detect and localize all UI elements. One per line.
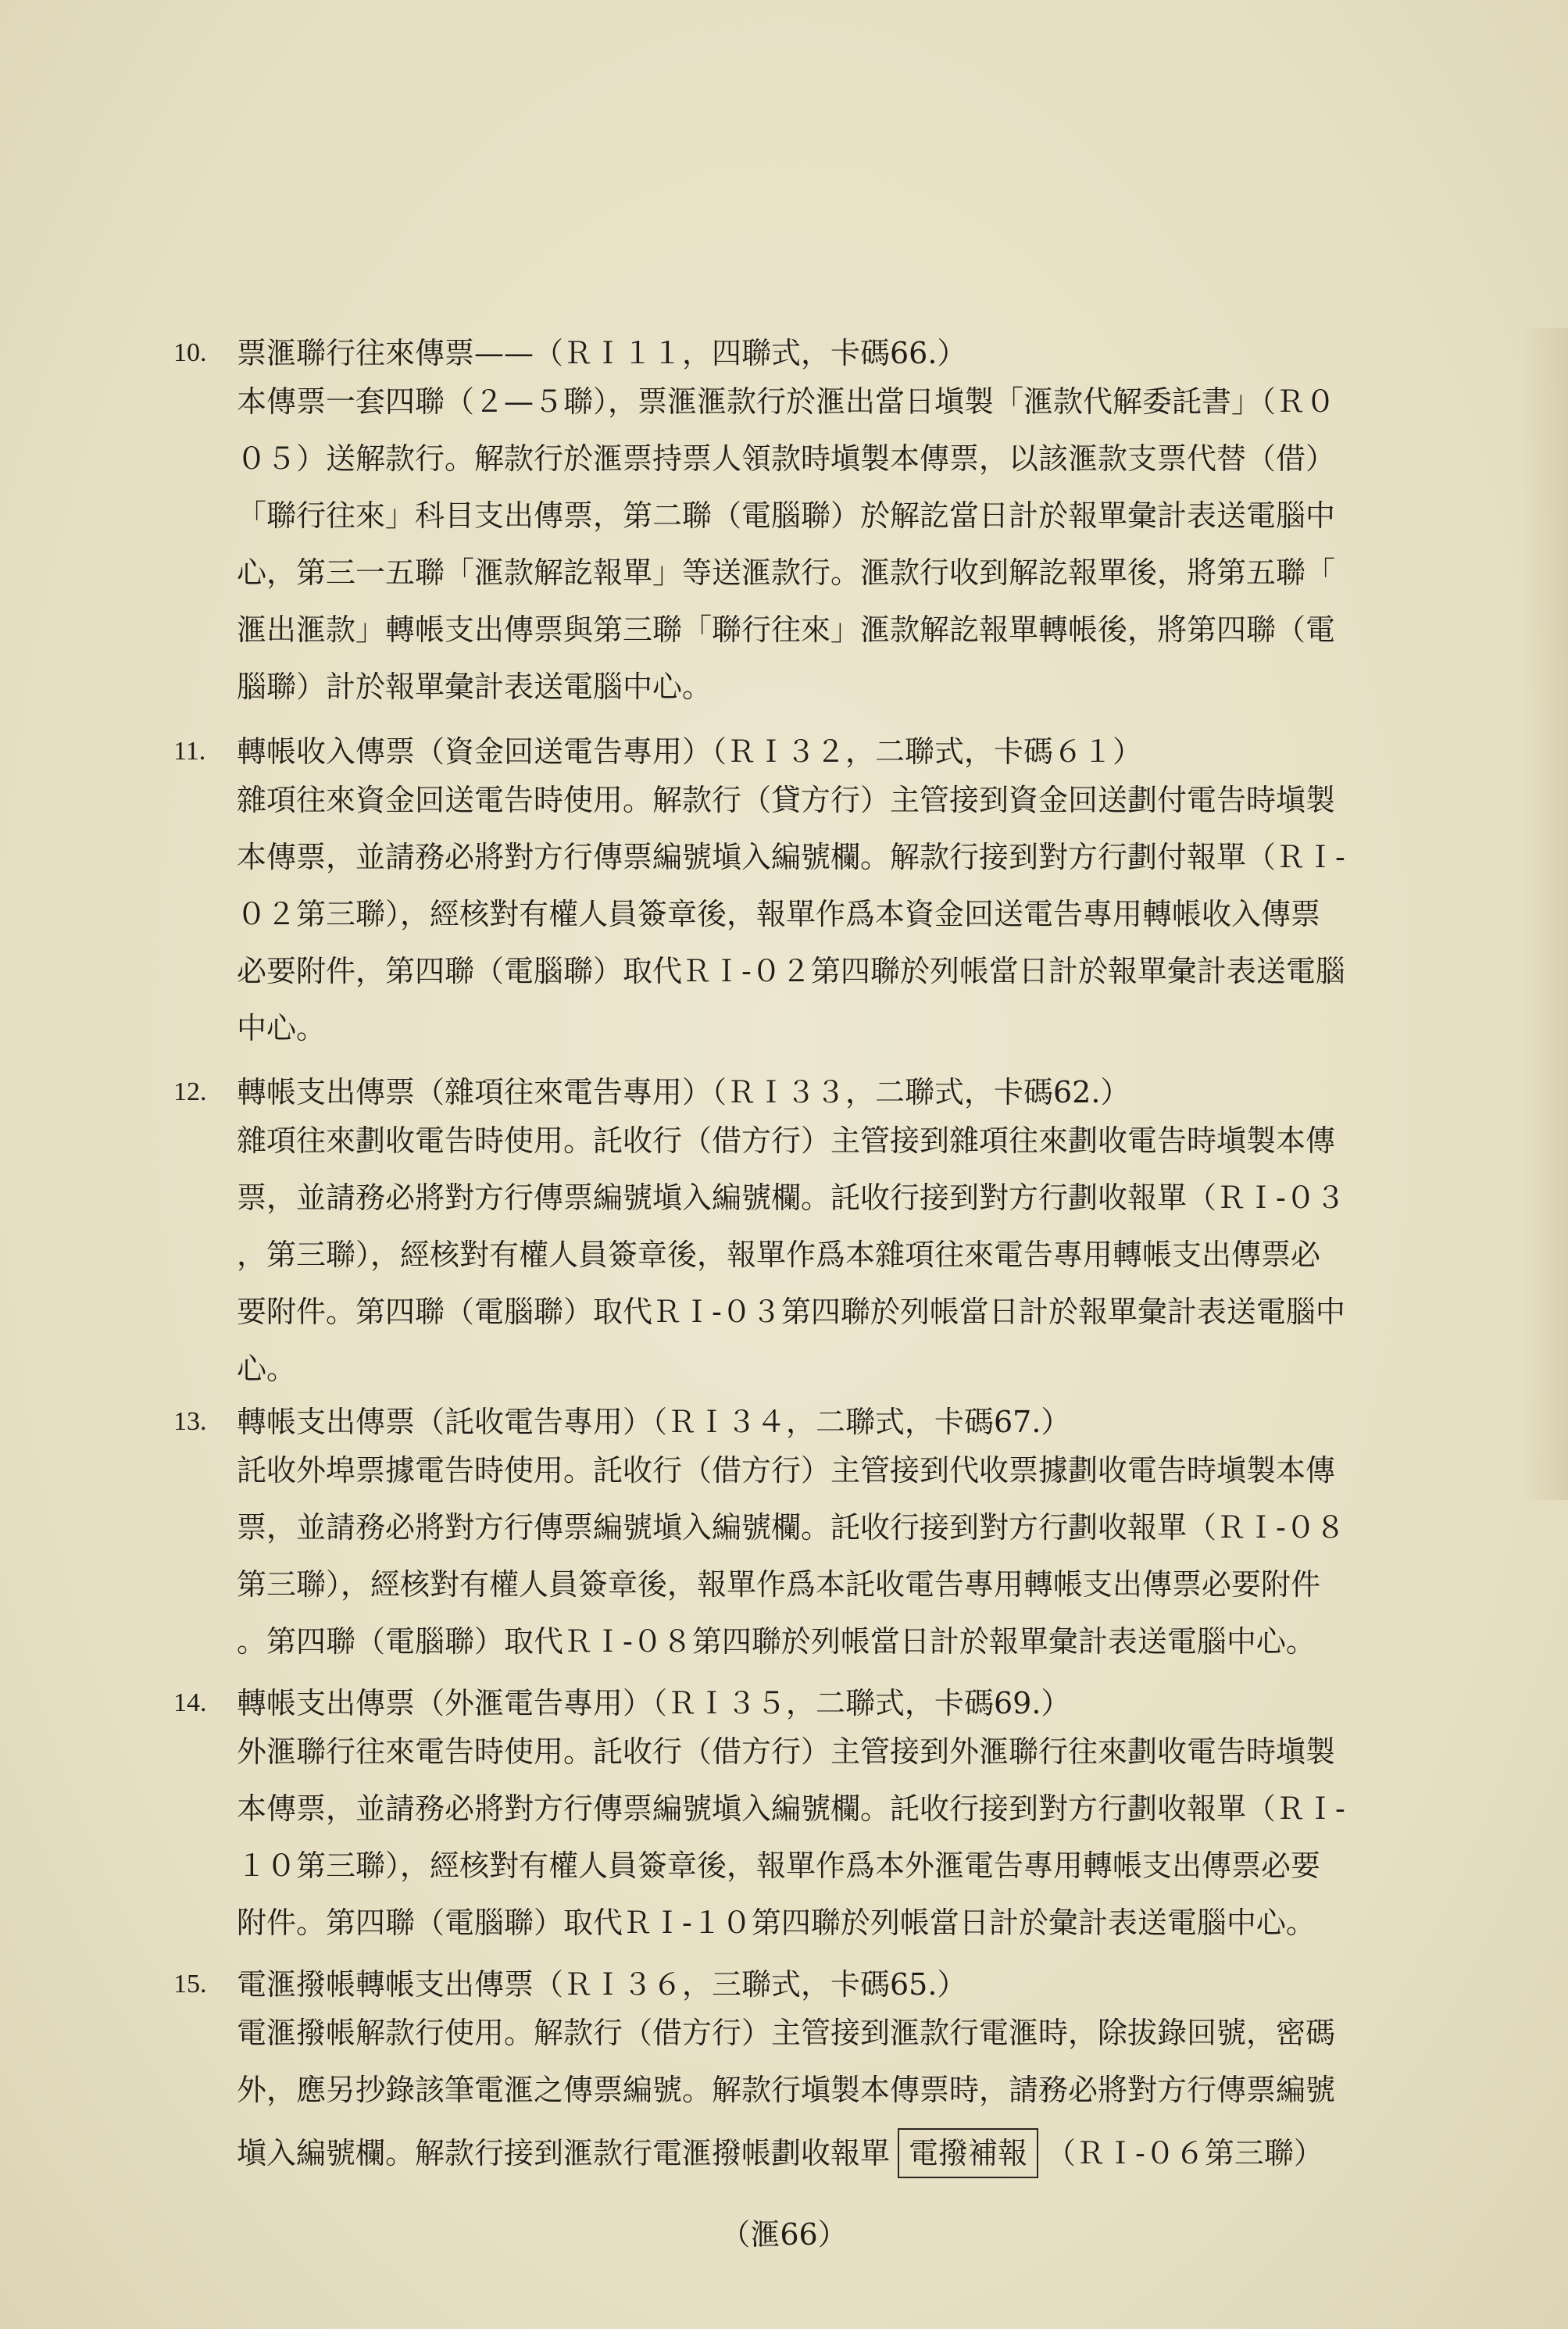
entry-body xyxy=(237,1122,1345,1407)
entry-number: 15. xyxy=(173,1970,207,1999)
body-line: 附件。第四聯（電腦聯）取代ＲＩ-１０第四聯於列帳當日計於彙計表送電腦中心。 xyxy=(237,1906,1316,1940)
body-line: 心。 xyxy=(237,1352,297,1386)
boxed-label: 電撥補報 xyxy=(898,2128,1038,2178)
body-line: 外滙聯行往來電告時使用。託收行（借方行）主管接到外滙聯行往來劃收電告時塡製 xyxy=(237,1734,1336,1769)
page-number: （滙66） xyxy=(720,2217,848,2252)
entry-number: 13. xyxy=(173,1407,207,1436)
body-line: 「聯行往來」科目支出傳票，第二聯（電腦聯）於解訖當日計於報單彙計表送電腦中 xyxy=(237,498,1336,533)
body-line: 雜項往來資金回送電告時使用。解款行（貸方行）主管接到資金回送劃付電告時塡製 xyxy=(237,783,1336,817)
entry-title: 轉帳收入傳票（資金回送電告專用）（ＲＩ３２，二聯式，卡碼６１） xyxy=(237,734,1143,769)
entry-number: 10. xyxy=(173,338,207,367)
body-line: ０５）送解款行。解款行於滙票持票人領款時塡製本傳票，以該滙款支票代替（借） xyxy=(237,441,1336,476)
page-edge-stain xyxy=(1521,328,1568,1500)
body-line: 票，並請務必將對方行傳票編號塡入編號欄。託收行接到對方行劃收報單（ＲＩ-０３ xyxy=(237,1181,1345,1215)
body-line: 本傳票一套四聯（２—５聯），票滙滙款行於滙出當日塡製「滙款代解委託書」（Ｒ０ xyxy=(237,384,1336,419)
body-line: 必要附件，第四聯（電腦聯）取代ＲＩ-０２第四聯於列帳當日計於報單彙計表送電腦 xyxy=(237,954,1345,988)
entry-title: 電滙撥帳轉帳支出傳票（ＲＩ３６，三聯式，卡碼65.） xyxy=(237,1967,967,2002)
entry-body xyxy=(237,383,1335,725)
body-line: 票，並請務必將對方行傳票編號塡入編號欄。託收行接到對方行劃收報單（ＲＩ-０８ xyxy=(237,1510,1345,1545)
body-line: 心，第三一五聯「滙款解訖報單」等送滙款行。滙款行收到解訖報單後，將第五聯「 xyxy=(237,555,1336,590)
body-text: 塡入編號欄。解款行接到滙款行電滙撥帳劃收報單 xyxy=(237,2136,891,2170)
entry-body xyxy=(237,2014,1335,2185)
body-line: 本傳票，並請務必將對方行傳票編號塡入編號欄。解款行接到對方行劃付報單（ＲＩ- xyxy=(237,840,1345,874)
entry-title: 轉帳支出傳票（外滙電告專用）（ＲＩ３５，二聯式，卡碼69.） xyxy=(237,1686,1071,1720)
body-line: 要附件。第四聯（電腦聯）取代ＲＩ-０３第四聯於列帳當日計於報單彙計表送電腦中 xyxy=(237,1295,1345,1329)
entry-title: 票滙聯行往來傳票——（ＲＩ１１，四聯式，卡碼66.） xyxy=(237,336,967,370)
entry-title: 轉帳支出傳票（雜項往來電告專用）（ＲＩ３３，二聯式，卡碼62.） xyxy=(237,1075,1130,1109)
body-line: 中心。 xyxy=(237,1011,327,1045)
entry-body xyxy=(237,781,1345,1066)
body-line-with-box xyxy=(237,2128,1335,2185)
entry-title: 轉帳支出傳票（託收電告專用）（ＲＩ３４，二聯式，卡碼67.） xyxy=(237,1405,1071,1439)
body-line: ，第三聯），經核對有權人員簽章後，報單作爲本雜項往來電告專用轉帳支出傳票必 xyxy=(237,1238,1321,1272)
body-line: 本傳票，並請務必將對方行傳票編號塡入編號欄。託收行接到對方行劃收報單（ＲＩ- xyxy=(237,1791,1345,1826)
body-line: １０第三聯），經核對有權人員簽章後，報單作爲本外滙電告專用轉帳支出傳票必要 xyxy=(237,1849,1321,1883)
body-line: 託收外埠票據電告時使用。託收行（借方行）主管接到代收票據劃收電告時塡製本傳 xyxy=(237,1453,1336,1488)
body-text: （ＲＩ-０６第三聯） xyxy=(1046,2136,1323,2170)
body-line: 雜項往來劃收電告時使用。託收行（借方行）主管接到雜項往來劃收電告時塡製本傳 xyxy=(237,1123,1336,1158)
body-line: ０２第三聯），經核對有權人員簽章後，報單作爲本資金回送電告專用轉帳收入傳票 xyxy=(237,897,1321,931)
entry-number: 11. xyxy=(173,737,206,766)
body-line: 滙出滙款」轉帳支出傳票與第三聯「聯行往來」滙款解訖報單轉帳後，將第四聯（電 xyxy=(237,613,1336,647)
entry-body xyxy=(237,1733,1345,1961)
entry-number: 14. xyxy=(173,1688,207,1717)
body-line: 外，應另抄錄該筆電滙之傳票編號。解款行塡製本傳票時，請務必將對方行傳票編號 xyxy=(237,2073,1336,2107)
entry-body xyxy=(237,1452,1345,1680)
body-line: 電滙撥帳解款行使用。解款行（借方行）主管接到滙款行電滙時，除拔錄回號，密碼 xyxy=(237,2016,1336,2050)
body-line: 第三聯），經核對有權人員簽章後，報單作爲本託收電告專用轉帳支出傳票必要附件 xyxy=(237,1567,1321,1602)
body-line: 腦聯）計於報單彙計表送電腦中心。 xyxy=(237,670,713,704)
body-line: 。第四聯（電腦聯）取代ＲＩ-０８第四聯於列帳當日計於報單彙計表送電腦中心。 xyxy=(237,1624,1316,1659)
entry-number: 12. xyxy=(173,1077,207,1106)
